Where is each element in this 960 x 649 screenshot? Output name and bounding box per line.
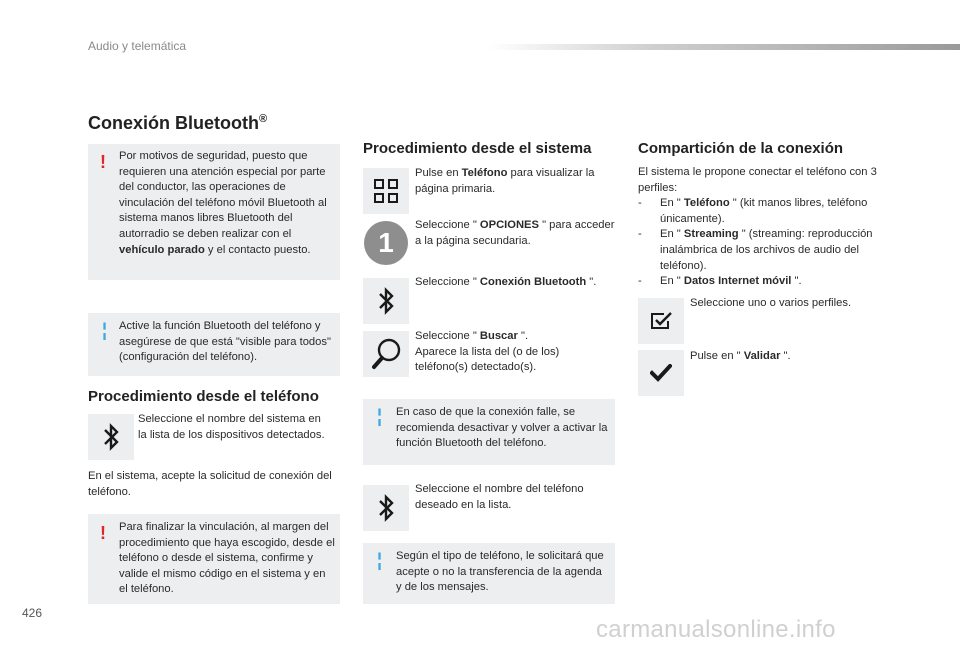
profile-item-datos: - En " Datos Internet móvil ".: [638, 275, 802, 288]
warning-text-safety: Por motivos de seguridad, puesto que requieren una atención especial por parte del conductor, las operaciones de vinculación del teléfono móvil Bluetooth al sistema manos libres Bluetooth del autorradio se deben realizar con el vehículo parado y el contacto puesto.: [119, 150, 327, 256]
info-text-agenda: Según el tipo de teléfono, le solicitará que acepte o no la transferencia de la agenda y de los mensajes.: [396, 550, 604, 594]
page-title: Conexión Bluetooth®: [88, 113, 268, 133]
step1-text: Pulse en Teléfono para visualizar la página primaria.: [415, 167, 595, 195]
header-divider: [488, 44, 960, 50]
profile-item-telefono: - En " Teléfono " (kit manos libres, teléfono únicamente).: [638, 197, 868, 225]
search-icon: [369, 336, 403, 372]
profiles-intro: El sistema le propone conectar el teléfono con 3 perfiles:: [638, 166, 877, 194]
bluetooth-icon: [377, 494, 395, 522]
check-icon: [650, 364, 672, 382]
warning-text-code: Para finalizar la vinculación, al margen del procedimiento que haya escogido, desde el teléfono o desde el sistema, confirme y valide el mismo código en el sistema y en el teléfono.: [119, 521, 335, 596]
bluetooth-tile: [88, 414, 134, 460]
section-header: Audio y telemática: [88, 39, 187, 53]
info-text-activate: Active la función Bluetooth del teléfono y asegúrese de que está "visible para todos" (configuración del teléfono).: [119, 320, 331, 364]
warning-box-safety: [88, 144, 340, 280]
apps-tile: [363, 168, 409, 214]
exclamation-icon: !: [100, 523, 106, 543]
exclamation-icon: !: [100, 152, 106, 172]
info-bar-icon: ¦: [377, 406, 383, 426]
step3-text: Seleccione " Conexión Bluetooth ".: [415, 276, 597, 288]
check-tile: [638, 350, 684, 396]
bluetooth-icon: [102, 423, 120, 451]
system-procedure-heading: Procedimiento desde el sistema: [363, 140, 592, 157]
bluetooth-tile: [363, 278, 409, 324]
step4-text: Seleccione " Buscar ". Aparece la lista del (o de los) teléfono(s) detectado(s).: [415, 330, 560, 374]
phone-step-text: Seleccione el nombre del sistema en la lista de los dispositivos detectados.: [138, 413, 325, 441]
info-text-connection-fail: En caso de que la conexión falle, se recomienda desactivar y volver a activar la función Bluetooth del teléfono.: [396, 406, 608, 450]
search-tile: [363, 331, 409, 377]
phone-procedure-heading: Procedimiento desde el teléfono: [88, 388, 319, 405]
checkbox-tile: [638, 298, 684, 344]
info-bar-icon: ¦: [102, 320, 108, 340]
step2-text: Seleccione " OPCIONES " para acceder a la página secundaria.: [415, 219, 615, 247]
watermark: carmanualsonline.info: [596, 616, 836, 643]
step-number-badge: 1: [364, 221, 408, 265]
info-bar-icon: ¦: [377, 550, 383, 570]
info-box-activate-bluetooth: [88, 313, 340, 376]
apps-grid-icon: [373, 178, 399, 204]
profiles-list: [638, 165, 890, 290]
warning-box-code: [88, 514, 340, 604]
bluetooth-icon: [377, 287, 395, 315]
bluetooth-tile: [363, 485, 409, 531]
info-box-connection-fail: [363, 399, 615, 465]
accept-request-text: En el sistema, acepte la solicitud de conexión del teléfono.: [88, 470, 332, 498]
checkbox-icon: [649, 311, 673, 331]
page-number: 426: [22, 606, 43, 620]
profile-item-streaming: - En " Streaming " (streaming: reproducción inalámbrica de los archivos de audio del teléfono).: [638, 228, 873, 272]
registered-mark: ®: [258, 113, 268, 125]
info-box-agenda: [363, 543, 615, 604]
validate-text: Pulse en " Validar ".: [690, 350, 791, 362]
connection-sharing-heading: Compartición de la conexión: [638, 140, 844, 157]
select-profiles-text: Seleccione uno o varios perfiles.: [690, 297, 852, 309]
step5-text: Seleccione el nombre del teléfono deseado en la lista.: [415, 483, 584, 511]
